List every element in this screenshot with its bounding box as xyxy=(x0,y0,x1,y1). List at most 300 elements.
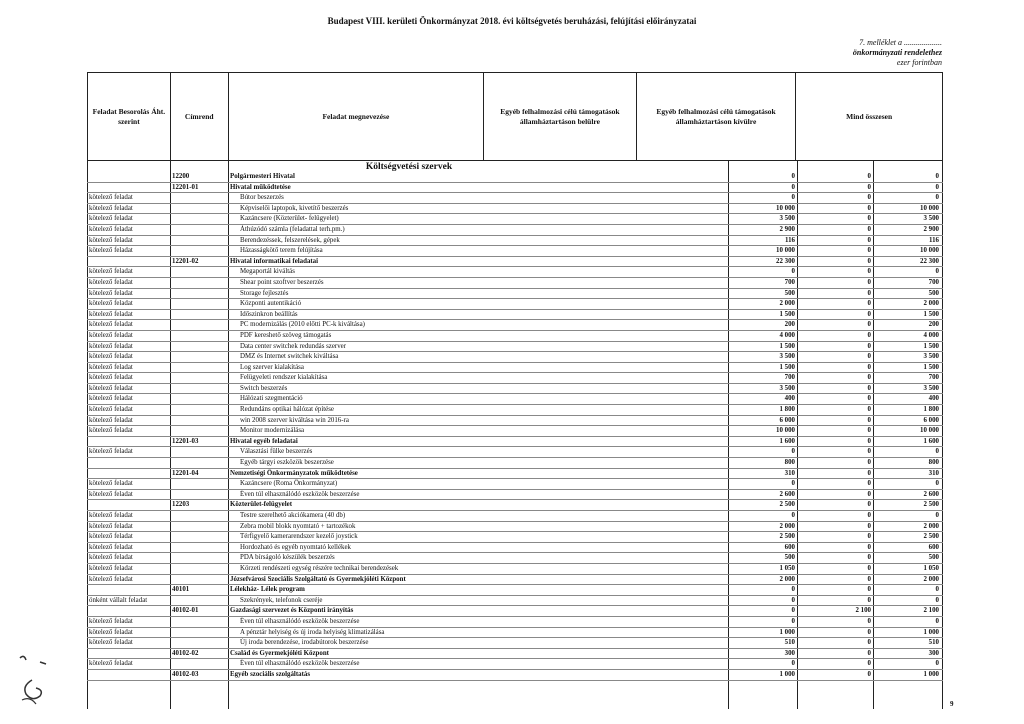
row-classification: kötelező feladat xyxy=(89,225,133,233)
table-row xyxy=(87,447,943,458)
row-task-name: Gazdasági szervezet és Központi irányítás xyxy=(230,607,354,615)
table-row xyxy=(87,416,943,427)
annex-line-1: 7. melléklet a ................... xyxy=(859,38,942,47)
row-task-name: Redundáns optikai hálózat építése xyxy=(240,406,334,414)
col-header-total: Mind összesen xyxy=(846,111,893,121)
row-classification: kötelező feladat xyxy=(89,331,133,339)
row-value-inside: 10 000 xyxy=(776,204,795,212)
row-value-inside: 6 000 xyxy=(779,416,795,424)
table-body xyxy=(87,172,943,681)
row-value-total: 600 xyxy=(928,543,939,551)
row-value-outside: 0 xyxy=(867,384,871,392)
row-value-inside: 500 xyxy=(784,289,795,297)
row-value-outside: 0 xyxy=(867,416,871,424)
row-value-outside: 0 xyxy=(867,522,871,530)
row-classification: kötelező feladat xyxy=(89,321,133,329)
row-classification: kötelező feladat xyxy=(89,554,133,562)
row-value-total: 2 500 xyxy=(923,533,939,541)
row-task-name: Lélekház- Lélek program xyxy=(230,586,305,594)
row-value-inside: 200 xyxy=(784,321,795,329)
row-value-total: 1 600 xyxy=(923,437,939,445)
row-classification: kötelező feladat xyxy=(89,300,133,308)
section-title: Költségvetési szervek xyxy=(365,162,453,172)
row-classification: kötelező feladat xyxy=(89,194,133,202)
table-row xyxy=(87,299,943,310)
row-task-name: Zebra mobil blokk nyomtató + tartozékok xyxy=(240,522,356,530)
col-header-title-code: Címrend xyxy=(171,73,229,160)
row-task-name: Bútor beszerzés xyxy=(240,194,284,202)
row-classification: kötelező feladat xyxy=(89,374,133,382)
table-row xyxy=(87,479,943,490)
row-value-inside: 0 xyxy=(791,448,795,456)
row-task-name: Egyéb szociális szolgáltatás xyxy=(230,670,311,678)
row-value-outside: 0 xyxy=(867,554,871,562)
row-value-outside: 0 xyxy=(867,257,871,265)
table-row xyxy=(87,522,943,533)
row-value-total: 2 900 xyxy=(923,225,939,233)
row-title-code: 12200 xyxy=(172,173,190,180)
row-classification: kötelező feladat xyxy=(89,490,133,498)
row-task-name: Éven túl elhasználódó eszközök beszerzése xyxy=(240,617,360,625)
row-value-outside: 0 xyxy=(867,194,871,202)
row-value-outside: 0 xyxy=(867,533,871,541)
table-row xyxy=(87,511,943,522)
table-row xyxy=(87,670,943,681)
row-task-name: Körzeti rendészeti egység részére technikai berendezések xyxy=(240,564,399,572)
row-task-name: Választási fülke beszerzés xyxy=(240,448,313,456)
row-classification: kötelező feladat xyxy=(89,363,133,371)
annex-line-3: ezer forintban xyxy=(896,58,942,67)
row-classification: önként vállalt feladat xyxy=(89,596,148,604)
row-title-code: 40102-03 xyxy=(172,670,199,678)
row-value-inside: 2 000 xyxy=(779,300,795,308)
table-row xyxy=(87,458,943,469)
row-classification: kötelező feladat xyxy=(89,617,133,625)
row-classification: kötelező feladat xyxy=(89,215,133,223)
row-value-inside: 1 600 xyxy=(779,437,795,445)
table-row xyxy=(87,236,943,247)
annex-note xyxy=(853,38,942,68)
row-value-outside: 0 xyxy=(867,660,871,668)
row-value-inside: 116 xyxy=(785,236,795,244)
table-row xyxy=(87,500,943,511)
row-value-total: 0 xyxy=(935,660,939,668)
row-value-outside: 0 xyxy=(867,183,871,191)
row-classification: kötelező feladat xyxy=(89,543,133,551)
row-title-code: 12203 xyxy=(172,501,190,509)
row-value-inside: 0 xyxy=(791,268,795,276)
table-row xyxy=(87,342,943,353)
row-task-name: PDF kereshető szöveg támogatás xyxy=(240,331,332,339)
row-value-total: 3 500 xyxy=(923,353,939,361)
table-row xyxy=(87,193,943,204)
row-classification: kötelező feladat xyxy=(89,480,133,488)
row-classification: kötelező feladat xyxy=(89,406,133,414)
row-value-outside: 0 xyxy=(867,543,871,551)
row-value-outside: 0 xyxy=(867,459,871,467)
row-task-name: Áthúzódó számla (feladattal terh.pm.) xyxy=(240,225,345,233)
row-classification: kötelező feladat xyxy=(89,342,133,350)
row-task-name: Log szerver kialakítása xyxy=(240,363,304,371)
row-value-inside: 600 xyxy=(784,543,795,551)
table-row xyxy=(87,225,943,236)
row-task-name: Éven túl elhasználódó eszközök beszerzése xyxy=(240,660,360,668)
row-task-name: PC modernizálás (2010 előtti PC-k kiváltása) xyxy=(240,321,365,329)
row-value-outside: 0 xyxy=(867,331,871,339)
row-value-outside: 0 xyxy=(867,480,871,488)
row-value-inside: 0 xyxy=(791,586,795,594)
row-classification: kötelező feladat xyxy=(89,533,133,541)
table-header xyxy=(87,72,943,161)
row-task-name: Család és Gyermekjóléti Központ xyxy=(230,649,329,657)
row-task-name: Hordozható és egyéb nyomtató kellékek xyxy=(240,543,351,551)
table-row xyxy=(87,257,943,268)
row-value-inside: 2 600 xyxy=(779,490,795,498)
row-task-name: Shear point szoftver beszerzés xyxy=(240,278,324,286)
row-value-inside: 10 000 xyxy=(776,247,795,255)
row-value-total: 0 xyxy=(935,586,939,594)
handwritten-mark xyxy=(12,650,62,710)
row-value-total: 500 xyxy=(928,554,939,562)
row-value-inside: 3 500 xyxy=(779,215,795,223)
row-task-name: Kazáncsere (Roma Önkormányzat) xyxy=(240,480,338,488)
row-value-inside: 1 050 xyxy=(779,564,795,572)
row-value-outside: 0 xyxy=(867,342,871,350)
row-task-name: Hivatal működtetése xyxy=(230,183,291,191)
row-task-name: Időszinkron beállítás xyxy=(240,310,298,318)
table-row xyxy=(87,490,943,501)
row-value-inside: 500 xyxy=(784,554,795,562)
row-value-inside: 0 xyxy=(791,660,795,668)
row-task-name: Nemzetiségi Önkormányzatok működtetése xyxy=(230,469,358,477)
row-value-total: 1 000 xyxy=(923,628,939,636)
row-classification: kötelező feladat xyxy=(89,628,133,636)
row-value-outside: 0 xyxy=(867,406,871,414)
row-task-name: Hálózati szegmentáció xyxy=(240,395,303,403)
table-row xyxy=(87,575,943,586)
row-value-outside: 0 xyxy=(867,617,871,625)
row-value-total: 1 500 xyxy=(923,342,939,350)
row-value-outside: 0 xyxy=(867,628,871,636)
row-value-total: 10 000 xyxy=(920,204,939,212)
row-value-outside: 0 xyxy=(867,278,871,286)
row-value-inside: 0 xyxy=(791,607,795,615)
table-row xyxy=(87,437,943,448)
row-task-name: Új iroda berendezése, irodabútorok beszerzése xyxy=(240,639,369,647)
row-value-total: 4 000 xyxy=(923,331,939,339)
row-value-total: 0 xyxy=(935,448,939,456)
row-value-inside: 10 000 xyxy=(776,427,795,435)
row-task-name: Térfigyelő kamerarendszer kezelő joystick xyxy=(240,533,358,541)
table-row xyxy=(87,649,943,660)
row-task-name: Hivatal informatikai feladatai xyxy=(230,257,319,265)
row-value-inside: 1 800 xyxy=(779,406,795,414)
table-row xyxy=(87,331,943,342)
row-value-inside: 22 300 xyxy=(776,257,795,265)
row-value-inside: 1 000 xyxy=(779,628,795,636)
col-header-task-name: Feladat megnevezése xyxy=(229,73,484,160)
row-value-inside: 2 900 xyxy=(779,225,795,233)
row-classification: kötelező feladat xyxy=(89,353,133,361)
row-value-inside: 700 xyxy=(784,374,795,382)
table-row xyxy=(87,617,943,628)
row-value-outside: 0 xyxy=(867,321,871,329)
row-title-code: 12201-02 xyxy=(172,257,199,265)
row-value-outside: 0 xyxy=(867,225,871,233)
row-value-inside: 2 000 xyxy=(779,522,795,530)
row-classification: kötelező feladat xyxy=(89,247,133,255)
row-classification: kötelező feladat xyxy=(89,448,133,456)
row-classification: kötelező feladat xyxy=(89,564,133,572)
row-task-name: Kazáncsere (Közterület- felügyelet) xyxy=(240,215,339,223)
row-value-inside: 510 xyxy=(784,639,795,647)
row-task-name: Képviselői laptopok, kivetítő beszerzés xyxy=(240,204,349,212)
row-value-outside: 0 xyxy=(867,469,871,477)
row-value-inside: 1 500 xyxy=(779,342,795,350)
table-row xyxy=(87,373,943,384)
row-value-inside: 1 500 xyxy=(779,363,795,371)
row-value-total: 0 xyxy=(935,512,939,519)
row-task-name: Data center switchek redundás szerver xyxy=(240,342,346,350)
row-value-outside: 0 xyxy=(867,670,871,678)
table-row xyxy=(87,638,943,649)
row-value-outside: 0 xyxy=(867,596,871,604)
row-title-code: 12201-03 xyxy=(172,437,199,445)
table-row xyxy=(87,628,943,639)
table-row xyxy=(87,289,943,300)
table-row xyxy=(87,532,943,543)
row-value-outside: 0 xyxy=(867,236,871,244)
row-value-total: 500 xyxy=(928,289,939,297)
row-value-outside: 0 xyxy=(867,490,871,498)
row-value-inside: 800 xyxy=(784,459,795,467)
row-value-inside: 0 xyxy=(791,512,795,519)
row-title-code: 12201-01 xyxy=(172,183,199,191)
row-title-code: 12201-04 xyxy=(172,469,199,477)
row-value-outside: 0 xyxy=(867,649,871,657)
row-value-inside: 1 500 xyxy=(779,310,795,318)
row-value-inside: 0 xyxy=(791,173,795,180)
row-value-outside: 0 xyxy=(867,310,871,318)
row-value-total: 3 500 xyxy=(923,215,939,223)
row-task-name: DMZ és Internet switchek kiváltása xyxy=(240,353,339,361)
row-value-total: 0 xyxy=(935,194,939,202)
table-row xyxy=(87,469,943,480)
table-row xyxy=(87,426,943,437)
row-task-name: Közterület-felügyelet xyxy=(230,501,292,509)
page-number: 9 xyxy=(950,700,954,708)
row-value-outside: 0 xyxy=(867,300,871,308)
table-row xyxy=(87,204,943,215)
row-classification: kötelező feladat xyxy=(89,268,133,276)
page-title: Budapest VIII. kerületi Önkormányzat 2018. évi költségvetés beruházási, felújítási előirányzatai xyxy=(327,16,697,26)
row-value-inside: 2 000 xyxy=(779,575,795,583)
row-value-total: 2 000 xyxy=(923,522,939,530)
row-value-outside: 0 xyxy=(867,204,871,212)
row-classification: kötelező feladat xyxy=(89,427,133,435)
row-value-outside: 0 xyxy=(867,639,871,647)
row-value-outside: 0 xyxy=(867,363,871,371)
row-task-name: A pénztár helyiség és új iroda helyiség klimatizálása xyxy=(240,628,385,636)
row-classification: kötelező feladat xyxy=(89,236,133,244)
row-title-code: 40102-01 xyxy=(172,607,199,615)
table-row xyxy=(87,363,943,374)
table-row xyxy=(87,405,943,416)
col-header-support-inside: Egyéb felhalmozási célú támogatások államháztartáson belülre xyxy=(484,73,637,160)
row-value-total: 700 xyxy=(928,278,939,286)
row-task-name: Egyéb tárgyi eszközök beszerzése xyxy=(240,459,334,467)
table-row xyxy=(87,172,943,183)
row-value-inside: 2 500 xyxy=(779,533,795,541)
row-value-total: 700 xyxy=(928,374,939,382)
row-value-outside: 0 xyxy=(867,501,871,509)
row-classification: kötelező feladat xyxy=(89,289,133,297)
table-row xyxy=(87,278,943,289)
row-classification: kötelező feladat xyxy=(89,278,133,286)
row-value-outside: 0 xyxy=(867,564,871,572)
row-classification: kötelező feladat xyxy=(89,204,133,212)
row-task-name: Monitor modernizálása xyxy=(240,427,305,435)
row-value-outside: 0 xyxy=(867,247,871,255)
row-value-total: 2 100 xyxy=(923,607,939,615)
row-value-inside: 310 xyxy=(784,469,795,477)
row-value-total: 510 xyxy=(928,639,939,647)
row-classification: kötelező feladat xyxy=(89,384,133,392)
row-value-total: 400 xyxy=(928,395,939,403)
row-classification: kötelező feladat xyxy=(89,575,133,583)
row-value-total: 22 300 xyxy=(920,257,939,265)
row-value-inside: 0 xyxy=(791,596,795,604)
row-value-total: 10 000 xyxy=(920,427,939,435)
row-value-total: 2 000 xyxy=(923,575,939,583)
row-value-outside: 0 xyxy=(867,448,871,456)
row-task-name: Testre szerelhető akciókamera (40 db) xyxy=(240,512,346,519)
row-title-code: 40102-02 xyxy=(172,649,199,657)
table-row xyxy=(87,596,943,607)
row-task-name: Berendezéssek, felszerelések, gépek xyxy=(240,236,340,244)
table-row xyxy=(87,394,943,405)
row-value-outside: 0 xyxy=(867,353,871,361)
row-value-total: 0 xyxy=(935,596,939,604)
row-task-name: PDA bírságoló készülék beszerzés xyxy=(240,554,335,562)
row-value-outside: 2 100 xyxy=(855,607,871,615)
row-value-inside: 3 500 xyxy=(779,384,795,392)
row-value-total: 310 xyxy=(928,469,939,477)
row-value-outside: 0 xyxy=(867,437,871,445)
row-value-outside: 0 xyxy=(867,173,871,180)
row-value-outside: 0 xyxy=(867,575,871,583)
table-row xyxy=(87,553,943,564)
row-task-name: Szekrények, telefonok cseréje xyxy=(240,596,323,604)
row-classification: kötelező feladat xyxy=(89,416,133,424)
row-value-total: 0 xyxy=(935,183,939,191)
table-row xyxy=(87,214,943,225)
row-value-total: 0 xyxy=(935,268,939,276)
row-value-inside: 0 xyxy=(791,194,795,202)
row-task-name: Polgármesteri Hivatal xyxy=(230,173,295,180)
table-row xyxy=(87,352,943,363)
row-value-inside: 0 xyxy=(791,480,795,488)
row-value-inside: 0 xyxy=(791,617,795,625)
row-value-outside: 0 xyxy=(867,512,871,519)
row-classification: kötelező feladat xyxy=(89,522,133,530)
row-task-name: Switch beszerzés xyxy=(240,384,288,392)
row-classification: kötelező feladat xyxy=(89,310,133,318)
table-row xyxy=(87,543,943,554)
table-row xyxy=(87,384,943,395)
row-value-inside: 3 500 xyxy=(779,353,795,361)
row-value-total: 1 500 xyxy=(923,310,939,318)
row-value-inside: 0 xyxy=(791,183,795,191)
row-value-total: 6 000 xyxy=(923,416,939,424)
row-classification: kötelező feladat xyxy=(89,395,133,403)
row-value-total: 2 500 xyxy=(923,501,939,509)
row-task-name: Felügyeleti rendszer kialakítása xyxy=(240,374,328,382)
row-value-outside: 0 xyxy=(867,215,871,223)
row-value-inside: 700 xyxy=(784,278,795,286)
row-task-name: Házasságkötő terem felújítása xyxy=(240,247,323,255)
table-row xyxy=(87,606,943,617)
table-row xyxy=(87,564,943,575)
row-classification: kötelező feladat xyxy=(89,512,133,519)
row-classification: kötelező feladat xyxy=(89,639,133,647)
row-value-inside: 400 xyxy=(784,395,795,403)
row-value-total: 0 xyxy=(935,617,939,625)
row-value-inside: 300 xyxy=(784,649,795,657)
row-value-outside: 0 xyxy=(867,374,871,382)
table-row xyxy=(87,267,943,278)
row-task-name: Storage fejlesztés xyxy=(240,289,289,297)
row-value-total: 0 xyxy=(935,480,939,488)
row-value-total: 116 xyxy=(929,236,939,244)
row-value-outside: 0 xyxy=(867,289,871,297)
row-task-name: Hivatal egyéb feladatai xyxy=(230,437,298,445)
row-value-inside: 4 000 xyxy=(779,331,795,339)
row-value-outside: 0 xyxy=(867,586,871,594)
table-row xyxy=(87,659,943,670)
row-value-inside: 2 500 xyxy=(779,501,795,509)
row-value-total: 200 xyxy=(928,321,939,329)
row-task-name: Éven túl elhasználódó eszközök beszerzése xyxy=(240,490,360,498)
row-value-total: 10 000 xyxy=(920,247,939,255)
table-row xyxy=(87,585,943,596)
row-title-code: 40101 xyxy=(172,586,190,594)
row-classification: kötelező feladat xyxy=(89,660,133,668)
row-value-total: 2 600 xyxy=(923,490,939,498)
row-value-inside: 1 000 xyxy=(779,670,795,678)
annex-line-2: önkormányzati rendelethez xyxy=(852,48,942,57)
row-value-total: 3 500 xyxy=(923,384,939,392)
row-value-outside: 0 xyxy=(867,268,871,276)
row-value-total: 300 xyxy=(928,649,939,657)
row-task-name: win 2008 szerver kiváltása win 2016-ra xyxy=(240,416,349,424)
row-value-total: 800 xyxy=(928,459,939,467)
row-task-name: Megaportál kiváltás xyxy=(240,268,295,276)
row-task-name: Központi autentikáció xyxy=(240,300,302,308)
row-value-outside: 0 xyxy=(867,395,871,403)
table-row xyxy=(87,310,943,321)
table-row xyxy=(87,320,943,331)
col-header-classification: Feladat Besorolás Áht. szerint xyxy=(88,73,171,160)
row-value-total: 1 500 xyxy=(923,363,939,371)
row-value-total: 1 000 xyxy=(923,670,939,678)
row-value-total: 0 xyxy=(935,173,939,180)
table-row xyxy=(87,183,943,194)
row-task-name: Józsefvárosi Szociális Szolgáltató és Gyermekjóléti Központ xyxy=(230,575,406,583)
row-value-outside: 0 xyxy=(867,427,871,435)
row-value-total: 1 800 xyxy=(923,406,939,414)
row-value-total: 2 000 xyxy=(923,300,939,308)
